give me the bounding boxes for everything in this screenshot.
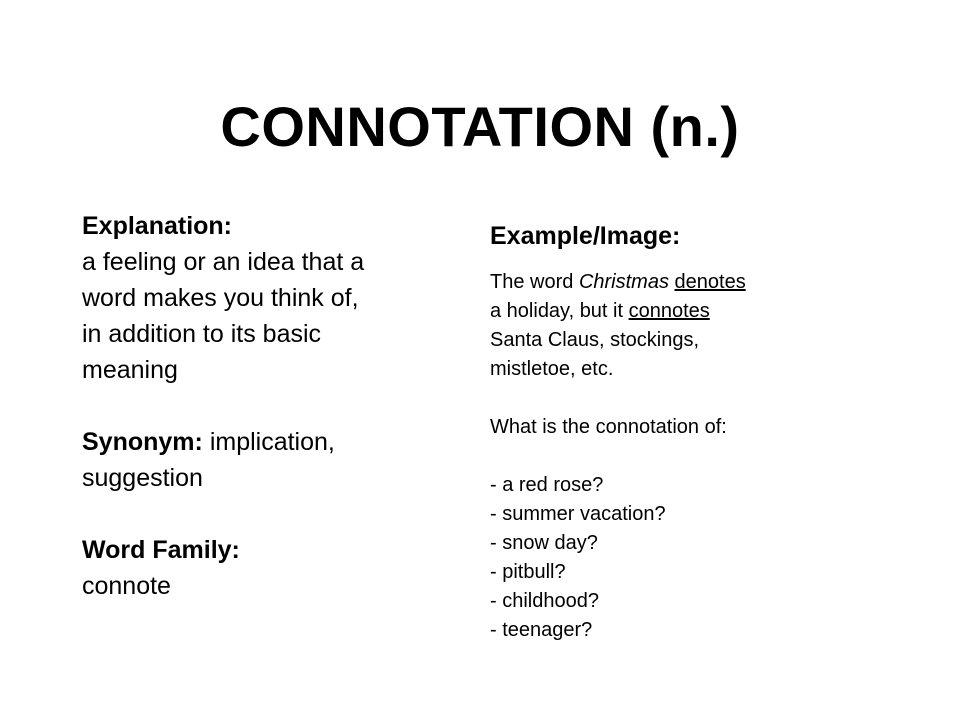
example-text: a holiday, but it	[490, 300, 629, 322]
example-line-3: Santa Claus, stockings,	[490, 329, 699, 351]
word-family-label: Word Family:	[82, 536, 240, 564]
spacer	[490, 442, 910, 471]
synonym-value: implication,	[209, 428, 335, 456]
synonym-row	[82, 424, 462, 460]
example-line-2	[490, 297, 910, 326]
explanation-label: Explanation:	[82, 212, 233, 240]
question-item: - teenager?	[490, 619, 593, 641]
synonym-value-continued: suggestion	[82, 464, 203, 492]
explanation-line: in addition to its basic	[82, 320, 322, 348]
question-item: - pitbull?	[490, 561, 566, 583]
example-line-4: mistletoe, etc.	[490, 358, 614, 380]
word-family-value: connote	[82, 572, 171, 600]
question-line: What is the connotation of:	[490, 416, 727, 438]
question-item: - a red rose?	[490, 474, 604, 496]
denotes-word: denotes	[674, 271, 746, 293]
question-item: - childhood?	[490, 590, 599, 612]
question-item: - summer vacation?	[490, 503, 666, 525]
example-text: The word	[490, 271, 579, 293]
example-line-1	[490, 268, 910, 297]
spacer	[490, 384, 910, 413]
right-column	[490, 218, 910, 645]
explanation-line: meaning	[82, 356, 178, 384]
explanation-line: a feeling or an idea that a	[82, 248, 365, 276]
example-heading: Example/Image:	[490, 222, 681, 250]
example-body	[490, 268, 910, 645]
spacer	[82, 496, 462, 532]
connotes-word: connotes	[628, 300, 710, 322]
explanation-line: word makes you think of,	[82, 284, 359, 312]
synonym-label: Synonym:	[82, 428, 203, 456]
question-item: - snow day?	[490, 532, 598, 554]
left-column	[82, 208, 462, 604]
example-italic-word: Christmas	[578, 271, 669, 293]
slide-title: CONNOTATION (n.)	[220, 95, 740, 158]
spacer	[82, 388, 462, 424]
